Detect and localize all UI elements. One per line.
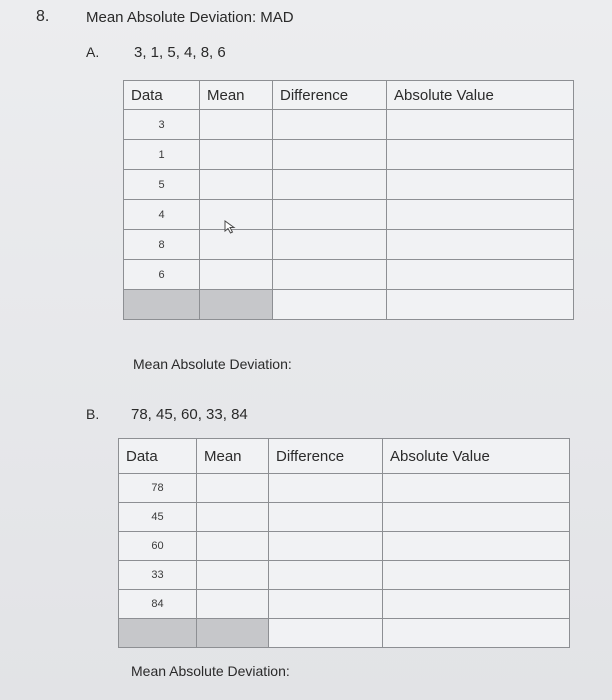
table-row [119, 532, 570, 561]
difference-total-cell[interactable] [273, 290, 387, 320]
table-row [124, 140, 574, 170]
difference-cell[interactable] [269, 561, 383, 590]
total-row [124, 290, 574, 320]
data-cell: 5 [124, 170, 200, 200]
difference-cell[interactable] [273, 200, 387, 230]
difference-cell[interactable] [273, 260, 387, 290]
difference-cell[interactable] [269, 590, 383, 619]
absolute-value-total-cell[interactable] [387, 290, 574, 320]
mean-cell[interactable] [197, 474, 269, 503]
header-absolute-value: Absolute Value [387, 81, 574, 110]
question-number: 8. [36, 8, 50, 25]
shaded-cell [200, 290, 273, 320]
part-a-label: A. [86, 44, 100, 60]
header-difference: Difference [269, 439, 383, 474]
absolute-value-cell[interactable] [383, 590, 570, 619]
question-title: Mean Absolute Deviation: MAD [86, 9, 294, 26]
absolute-value-cell[interactable] [383, 503, 570, 532]
difference-cell[interactable] [273, 140, 387, 170]
data-cell: 3 [124, 110, 200, 140]
table-row [119, 474, 570, 503]
shaded-cell [124, 290, 200, 320]
data-cell: 33 [119, 561, 197, 590]
data-cell: 78 [119, 474, 197, 503]
absolute-value-cell[interactable] [383, 561, 570, 590]
header-difference: Difference [273, 81, 387, 110]
header-data: Data [119, 439, 197, 474]
absolute-value-cell[interactable] [387, 260, 574, 290]
header-mean: Mean [200, 81, 273, 110]
table-row [119, 590, 570, 619]
difference-cell[interactable] [273, 110, 387, 140]
table-row [124, 230, 574, 260]
mouse-pointer-icon [223, 220, 237, 234]
absolute-value-cell[interactable] [383, 474, 570, 503]
absolute-value-cell[interactable] [387, 170, 574, 200]
header-data: Data [124, 81, 200, 110]
table-row [119, 503, 570, 532]
mean-cell[interactable] [200, 110, 273, 140]
difference-cell[interactable] [273, 170, 387, 200]
table-row [124, 200, 574, 230]
table-row [124, 170, 574, 200]
data-cell: 4 [124, 200, 200, 230]
difference-total-cell[interactable] [269, 619, 383, 648]
mean-cell[interactable] [197, 590, 269, 619]
difference-cell[interactable] [269, 474, 383, 503]
part-b-table [118, 438, 570, 648]
part-a-mad-label: Mean Absolute Deviation: [133, 356, 292, 372]
difference-cell[interactable] [269, 503, 383, 532]
mean-cell[interactable] [200, 140, 273, 170]
absolute-value-cell[interactable] [387, 230, 574, 260]
data-cell: 84 [119, 590, 197, 619]
header-mean: Mean [197, 439, 269, 474]
mean-cell[interactable] [197, 561, 269, 590]
mean-cell[interactable] [200, 260, 273, 290]
table-row [124, 110, 574, 140]
data-cell: 45 [119, 503, 197, 532]
part-a-table [123, 80, 574, 320]
mean-cell[interactable] [197, 503, 269, 532]
part-a-numbers: 3, 1, 5, 4, 8, 6 [134, 44, 226, 61]
shaded-cell [119, 619, 197, 648]
table-row [124, 260, 574, 290]
absolute-value-cell[interactable] [387, 140, 574, 170]
absolute-value-total-cell[interactable] [383, 619, 570, 648]
part-b-mad-label: Mean Absolute Deviation: [131, 663, 290, 679]
part-b-numbers: 78, 45, 60, 33, 84 [131, 406, 248, 423]
difference-cell[interactable] [273, 230, 387, 260]
data-cell: 1 [124, 140, 200, 170]
table-header-row [124, 81, 574, 110]
total-row [119, 619, 570, 648]
data-cell: 8 [124, 230, 200, 260]
header-absolute-value: Absolute Value [383, 439, 570, 474]
data-cell: 6 [124, 260, 200, 290]
shaded-cell [197, 619, 269, 648]
absolute-value-cell[interactable] [387, 110, 574, 140]
table-header-row [119, 439, 570, 474]
difference-cell[interactable] [269, 532, 383, 561]
mean-cell[interactable] [197, 532, 269, 561]
absolute-value-cell[interactable] [387, 200, 574, 230]
part-b-label: B. [86, 406, 100, 422]
data-cell: 60 [119, 532, 197, 561]
table-row [119, 561, 570, 590]
mean-cell[interactable] [200, 170, 273, 200]
mean-cell[interactable] [200, 230, 273, 260]
absolute-value-cell[interactable] [383, 532, 570, 561]
